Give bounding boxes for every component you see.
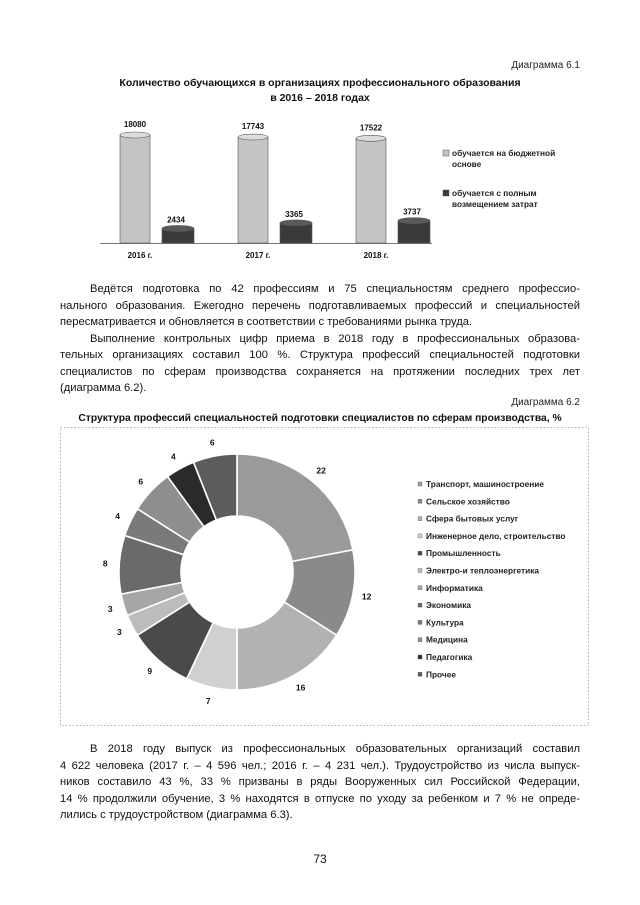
legend-label: Культура <box>426 617 464 628</box>
bar-value-label: 3365 <box>285 209 303 219</box>
bar-budget <box>356 138 386 243</box>
legend-label: обучается с полным <box>452 188 537 198</box>
slice-value-label: 4 <box>115 510 120 521</box>
paragraph-line: лились с трудоустройством (диаграмма 6.3). <box>60 809 293 821</box>
legend-swatch <box>418 569 422 573</box>
page-number: 73 <box>313 852 327 866</box>
legend-label: Информатика <box>426 582 483 593</box>
legend-swatch <box>418 551 422 555</box>
legend-label: Прочее <box>426 669 456 680</box>
legend-swatch <box>418 672 422 676</box>
legend-swatch <box>418 499 422 503</box>
slice-value-label: 8 <box>102 558 108 569</box>
slice-value-label: 12 <box>361 591 372 602</box>
legend-label: Промышленность <box>426 548 501 559</box>
bar-value-label: 17743 <box>241 122 265 132</box>
paragraph-line: тельных организациях составил 100 %. Структура профессий специальностей подготовки <box>60 349 580 361</box>
slice-value-label: 4 <box>171 451 176 462</box>
bar-paid <box>398 221 430 243</box>
bar-paid-cap <box>280 220 312 226</box>
paragraph-line: пересматривается и обновляется в соответствии с требованиями рынка труда. <box>60 316 473 328</box>
slice-value-label: 3 <box>117 626 122 637</box>
legend-swatch <box>418 586 422 590</box>
donut-chart <box>60 427 600 727</box>
paragraph-2 <box>60 741 580 824</box>
x-tick-label: 2018 г. <box>363 251 389 260</box>
legend-label: Транспорт, машиностроение <box>426 479 544 489</box>
bar-budget-cap <box>238 134 268 140</box>
legend-swatch <box>443 150 449 156</box>
legend-swatch <box>418 620 422 624</box>
diagram-6-1-title-line2: в 2016 – 2018 годах <box>270 92 370 104</box>
bar-paid-cap <box>162 225 194 231</box>
diagram-6-1-title <box>60 76 580 106</box>
slice-value-label: 22 <box>316 465 326 476</box>
legend-label: основе <box>452 159 482 169</box>
bar-chart <box>60 108 580 283</box>
bar-budget <box>120 135 150 243</box>
legend-swatch <box>418 517 422 521</box>
legend-label: Электро-и теплоэнергетика <box>426 565 539 576</box>
legend-label: Инженерное дело, строительство <box>426 530 566 541</box>
legend-label: Экономика <box>426 600 471 611</box>
diagram-6-2-label: Диаграмма 6.2 <box>511 397 580 408</box>
slice-value-label: 6 <box>138 476 144 487</box>
bar-budget <box>238 137 268 243</box>
x-tick-label: 2016 г. <box>127 251 153 260</box>
paragraph-1 <box>60 281 580 397</box>
diagram-6-1-title-line1: Количество обучающихся в организациях профессионального образования <box>119 77 521 89</box>
slice-value-label: 3 <box>107 603 113 614</box>
paragraph-line: Ведётся подготовка по 42 профессиям и 75 специальностям среднего профессио- <box>90 283 580 295</box>
legend-swatch <box>418 534 422 538</box>
legend-swatch <box>443 190 449 196</box>
diagram-6-2-title: Структура профессий специальностей подготовки специалистов по сферам производства, % <box>78 413 562 424</box>
bar-value-label: 2434 <box>167 215 185 225</box>
paragraph-line: 14 % продолжили обучение, 3 % находятся в отпуске по уходу за ребенком и 7 % не опреде- <box>60 792 580 805</box>
legend-label: Медицина <box>426 634 468 645</box>
legend-label: Сельское хозяйство <box>426 496 510 507</box>
bar-value-label: 17522 <box>359 123 383 133</box>
paragraph-line: ников составило 43 %, 33 % призваны в ряды Вооруженных сил Российской Федерации, <box>60 776 580 788</box>
paragraph-line: В 2018 году выпуск из профессиональных образовательных организаций составил <box>90 743 580 755</box>
bar-budget-cap <box>120 132 150 138</box>
bar-paid-cap <box>398 218 430 224</box>
legend-label: Педагогика <box>426 652 473 662</box>
legend-label: обучается на бюджетной <box>452 148 556 158</box>
legend-label: Сфера бытовых услуг <box>426 513 519 524</box>
slice-value-label: 9 <box>147 666 153 677</box>
slice-value-label: 16 <box>295 682 306 693</box>
x-tick-label: 2017 г. <box>245 251 271 260</box>
paragraph-line: нального образования. Ежегодно перечень подготавливаемых профессий и специальностей <box>60 299 580 312</box>
slice-value-label: 6 <box>209 437 215 448</box>
legend-swatch <box>418 638 422 642</box>
paragraph-line: 4 622 человека (2017 г. – 4 596 чел.; 2016 г. – 4 231 чел.). Трудоустройство из числа выпуск- <box>60 759 580 772</box>
bar-budget-cap <box>356 135 386 141</box>
paragraph-line: специалистов по сферам производства сохраняется на протяжении последних трех лет <box>60 365 580 378</box>
legend-label: возмещением затрат <box>452 199 538 209</box>
legend-swatch <box>418 603 422 607</box>
paragraph-line: Выполнение контрольных цифр приема в 2018 году в профессиональных образова- <box>90 332 580 345</box>
diagram-6-1-label: Диаграмма 6.1 <box>511 60 580 71</box>
legend-swatch <box>418 482 422 486</box>
paragraph-line: (диаграмма 6.2). <box>60 382 147 394</box>
bar-value-label: 18080 <box>123 120 147 129</box>
legend-swatch <box>418 655 422 659</box>
bar-value-label: 3737 <box>403 207 421 217</box>
slice-value-label: 7 <box>205 695 211 706</box>
donut-slice <box>237 454 353 562</box>
